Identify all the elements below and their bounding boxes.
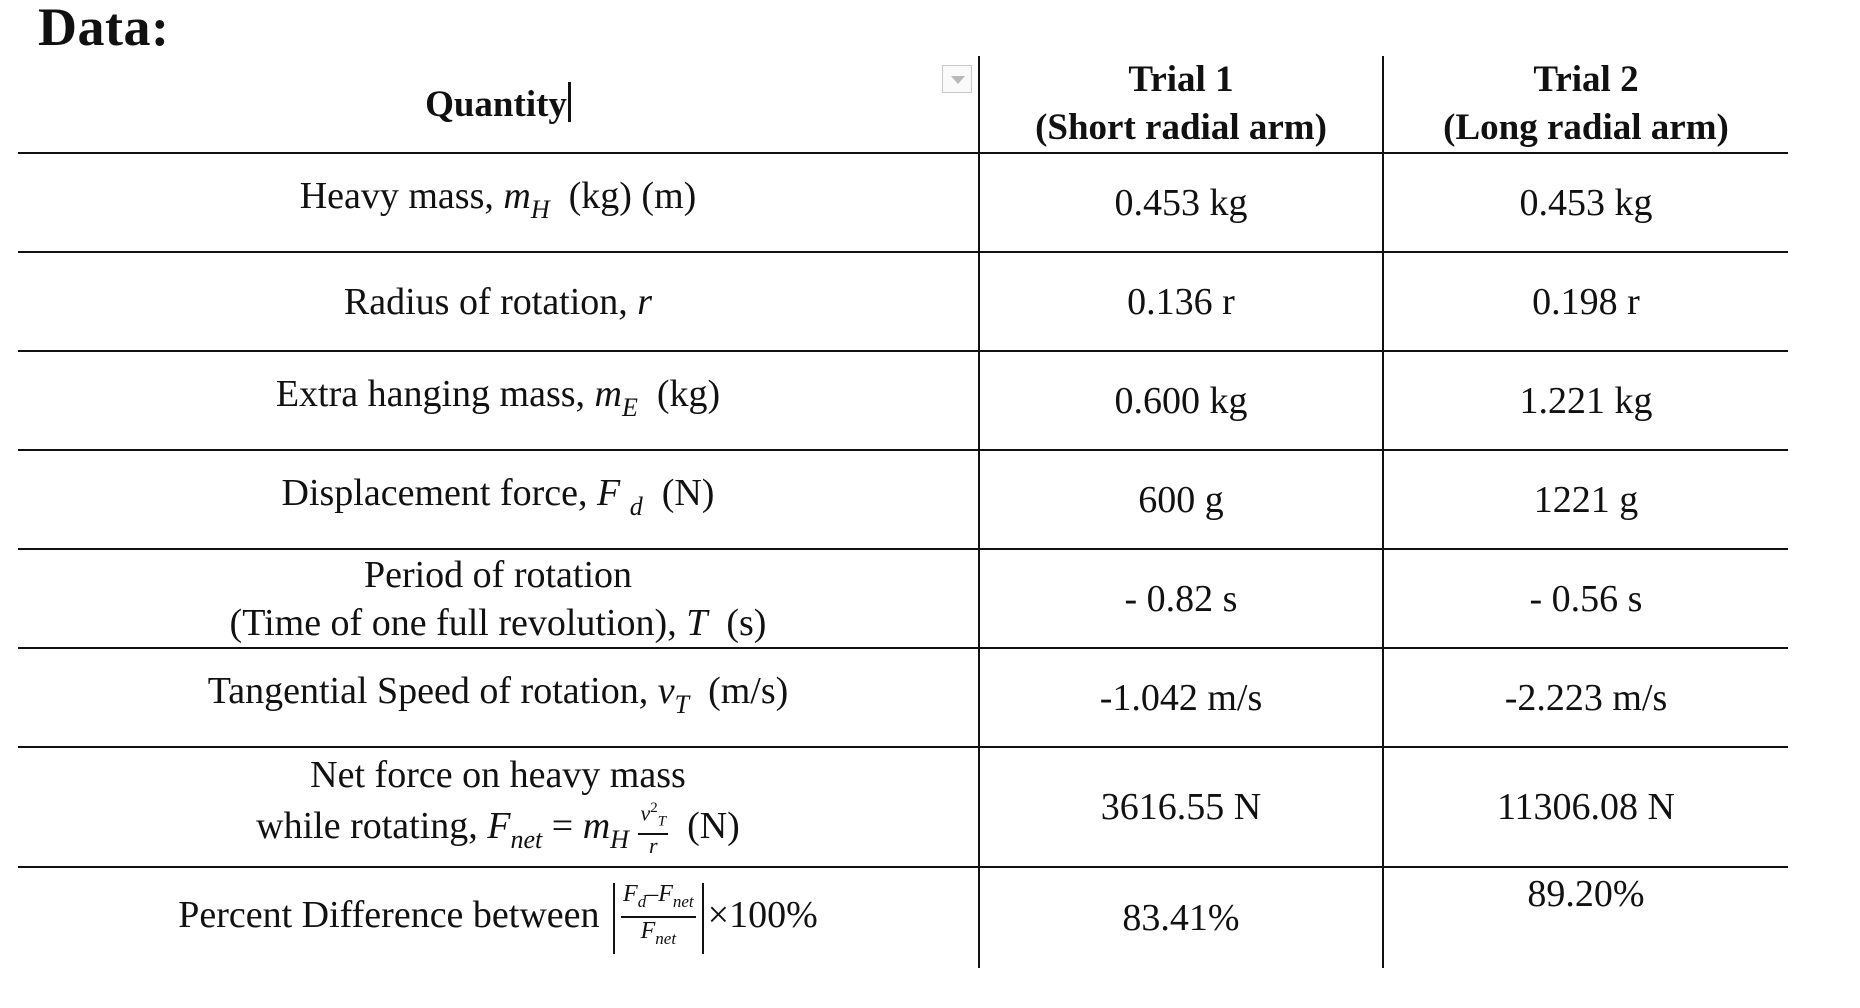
trial1-cell[interactable]: 0.600 kg [979,351,1383,450]
quantity-label: Percent Difference between [178,893,600,936]
quantity-label: (Time of one full revolution), [229,601,677,644]
fraction-numerator [638,797,668,835]
symbol: T [686,601,708,644]
symbol-subscript: H [610,824,629,854]
trial1-cell[interactable]: -1.042 m/s [979,648,1383,747]
symbol-subscript: T [657,812,667,829]
trial2-header-cell [1383,56,1788,153]
equals-sign: = [551,804,574,847]
fraction-denominator [621,918,696,952]
minus-sign: – [646,880,659,907]
trial2-cell[interactable]: 1221 g [1383,450,1788,549]
trial1-cell[interactable]: 600 g [979,450,1383,549]
symbol-subscript: net [672,891,694,911]
trial2-cell[interactable]: 0.453 kg [1383,153,1788,252]
quantity-cell[interactable] [18,351,979,450]
fraction-numerator [621,881,696,918]
trial2-cell[interactable]: - 0.56 s [1383,549,1788,648]
table-row [18,867,1788,968]
quantity-label-line1: Period of rotation [363,553,633,596]
trial2-cell[interactable]: 0.198 r [1383,252,1788,351]
section-heading: Data: [38,0,170,57]
quantity-header-label: Quantity [425,84,567,125]
quantity-cell[interactable] [18,450,979,549]
table-row [18,351,1788,450]
symbol: m [582,804,611,847]
unit-label: (kg) (m) [568,174,697,217]
quantity-label-line2 [18,599,978,647]
trial1-header-line2: (Short radial arm) [1035,107,1327,148]
table-header-row [18,56,1788,153]
symbol: m [594,372,622,415]
symbol-subscript: E [621,392,638,422]
column-filter-dropdown-button[interactable] [942,65,972,93]
absolute-value [613,880,704,954]
symbol-subscript: T [674,689,690,719]
trial2-cell[interactable]: 1.221 kg [1383,351,1788,450]
quantity-header-cell[interactable] [18,56,979,153]
quantity-label: Extra hanging mass, [275,372,586,415]
quantity-cell[interactable] [18,867,979,968]
fraction-denominator: r [648,832,658,858]
trial1-header-cell [979,56,1383,153]
symbol-subscript: net [510,824,543,854]
unit-label: (s) [726,601,767,644]
quantity-cell[interactable] [18,747,979,867]
symbol-subscript: net [655,928,677,948]
chevron-down-icon [951,76,965,84]
trial1-cell[interactable]: 83.41% [979,867,1383,968]
multiplier-label: ×100% [707,893,818,936]
trial1-cell[interactable]: 0.453 kg [979,153,1383,252]
fraction [621,881,696,952]
quantity-label: while rotating, [256,804,478,847]
quantity-cell[interactable] [18,252,979,351]
unit-label: (kg) [656,372,721,415]
symbol: v [640,799,651,825]
unit-label: (N) [661,471,715,514]
quantity-label: Radius of rotation, [343,280,628,323]
trial1-cell[interactable]: - 0.82 s [979,549,1383,648]
unit-label: (m/s) [708,669,789,712]
trial2-header-line2: (Long radial arm) [1443,107,1729,148]
trial1-cell[interactable]: 3616.55 N [979,747,1383,867]
table-row [18,747,1788,867]
quantity-label-line1: Net force on heavy mass [310,753,686,796]
quantity-cell[interactable] [18,153,979,252]
text-cursor [568,82,571,122]
symbol: F [596,471,621,514]
symbol-superscript: 2 [650,799,658,816]
trial2-cell[interactable]: 11306.08 N [1383,747,1788,867]
table-row [18,648,1788,747]
trial1-header-line1: Trial 1 [1128,59,1234,100]
trial2-header-line1: Trial 2 [1533,59,1639,100]
symbol: v [657,669,675,712]
table-row [18,450,1788,549]
unit-label: (N) [687,804,740,847]
symbol-subscript: d [637,891,647,911]
table-row [18,153,1788,252]
symbol-subscript: H [530,194,550,224]
trial1-cell[interactable]: 0.136 r [979,252,1383,351]
fraction [638,797,668,857]
symbol: r [637,280,653,323]
symbol: m [503,174,531,217]
symbol: F [640,917,656,944]
symbol-subscript: d [629,491,643,521]
trial2-cell[interactable]: 89.20% [1383,867,1788,968]
quantity-label: Displacement force, [281,471,588,514]
quantity-cell[interactable] [18,549,979,648]
symbol: F [487,804,511,847]
quantity-cell[interactable] [18,648,979,747]
trial2-cell[interactable]: -2.223 m/s [1383,648,1788,747]
table-row [18,252,1788,351]
symbol: F [658,880,673,907]
quantity-label: Heavy mass, [299,174,494,217]
quantity-label: Tangential Speed of rotation, [207,669,649,712]
quantity-label-line2 [18,799,978,864]
symbol: F [623,880,638,907]
data-table [18,56,1788,968]
table-row [18,549,1788,648]
